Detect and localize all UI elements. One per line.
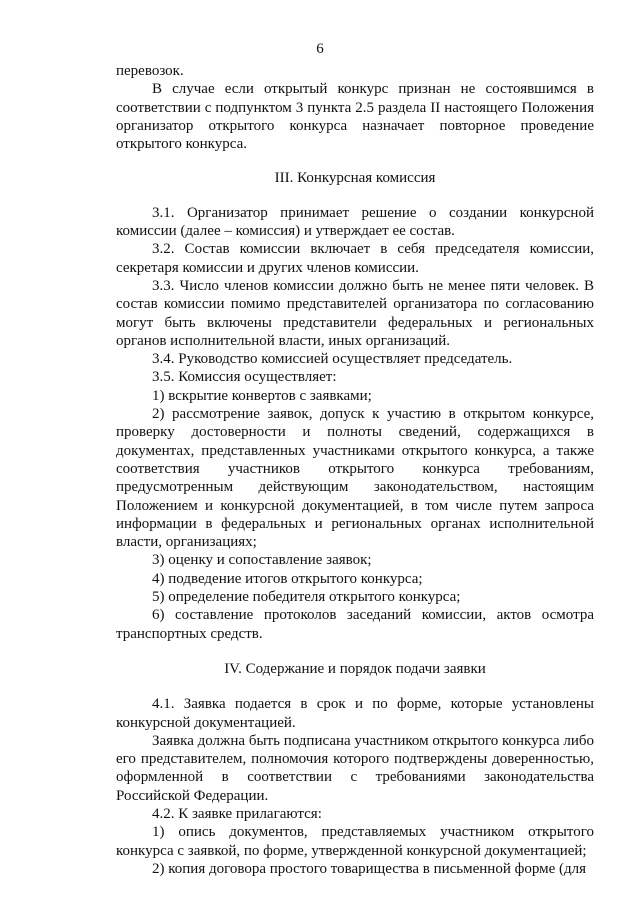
section-heading-application: IV. Содержание и порядок подачи заявки <box>224 660 486 677</box>
list-item-4-2-2: 2) копия договора простого товарищества в письменной форме (для <box>152 860 587 877</box>
page-number: 6 <box>316 41 324 57</box>
list-item-3-5-4: 4) подведение итогов открытого конкурса; <box>152 570 423 587</box>
list-item-3-5-5: 5) определение победителя открытого конкурса; <box>152 589 461 606</box>
list-item-3-5-6: 6) составление протоколов заседаний комиссии, актов осмотра транспортных средств. <box>116 607 594 642</box>
document-body <box>116 62 594 878</box>
list-item-3-5-2: 2) рассмотрение заявок, допуск к участию в открытом конкурсе, проверку достоверности и полноты сведений, содержащихся в документах, представленных участниками открытого конкурса, а также соответствия участников открытого конкурса требованиям, предусмотренным действующим законодательством, настоящим Положением и конкурсной документацией, в том числе путем запроса информации в федеральных и региональных органах исполнительной власти, организациях; <box>116 406 594 551</box>
list-item-3-5-1: 1) вскрытие конвертов с заявками; <box>152 387 372 404</box>
clause-3-3: 3.3. Число членов комиссии должно быть не менее пяти человек. В состав комиссии помимо представителей организатора по согласованию могут быть включены представители федеральных и региональных органов исполнительной власти, иных организаций. <box>116 277 594 349</box>
clause-4-2: 4.2. К заявке прилагаются: <box>152 805 322 822</box>
clause-3-5: 3.5. Комиссия осуществляет: <box>152 369 337 386</box>
paragraph-continuation: перевозок. <box>116 63 184 79</box>
paragraph-repeat-contest: В случае если открытый конкурс признан не состоявшимся в соответствии с подпунктом 3 пункта 2.5 раздела II настоящего Положения организатор открытого конкурса назначает повторное проведение открытого конкурса. <box>116 81 594 153</box>
clause-4-1: 4.1. Заявка подается в срок и по форме, которые установлены конкурсной документацией. <box>116 696 594 731</box>
clause-3-4: 3.4. Руководство комиссией осуществляет председатель. <box>152 351 513 368</box>
clause-3-2: 3.2. Состав комиссии включает в себя председателя комиссии, секретаря комиссии и других членов комиссии. <box>116 241 594 276</box>
section-heading-commission: III. Конкурсная комиссия <box>274 170 436 187</box>
list-item-3-5-3: 3) оценку и сопоставление заявок; <box>152 552 372 569</box>
paragraph-signature-requirement: Заявка должна быть подписана участником открытого конкурса либо его представителем, полномочия которого подтверждены доверенностью, оформленной в соответствии с требованиями законодательства Российской Федерации. <box>116 732 594 804</box>
list-item-4-2-1: 1) опись документов, представляемых участником открытого конкурса с заявкой, по форме, утвержденной конкурсной документацией; <box>116 824 594 859</box>
clause-3-1: 3.1. Организатор принимает решение о создании конкурсной комиссии (далее – комиссия) и утверждает ее состав. <box>116 204 594 240</box>
